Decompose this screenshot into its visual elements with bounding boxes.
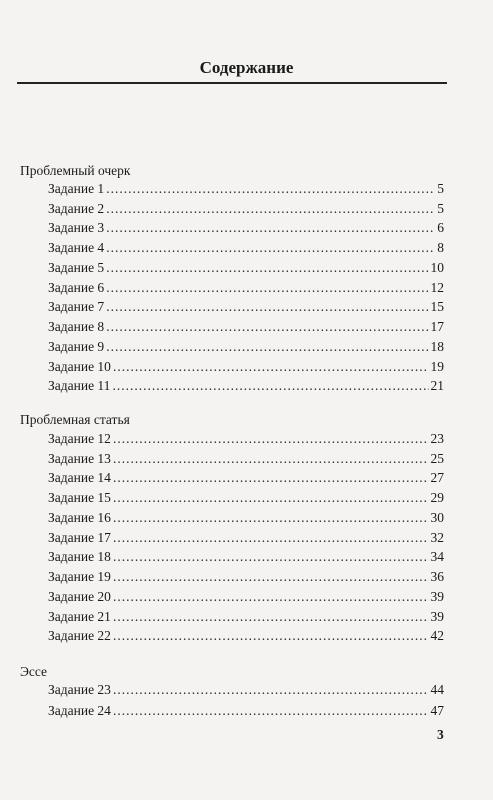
- toc-entry-label: Задание 8: [48, 319, 105, 334]
- toc-entry[interactable]: [48, 450, 444, 468]
- section-heading: Проблемный очерк: [20, 163, 131, 178]
- toc-leader: [106, 259, 428, 277]
- toc-page-number: 12: [430, 280, 444, 295]
- toc-page-number: 25: [430, 451, 444, 466]
- toc-entry-label: Задание 4: [48, 240, 105, 255]
- toc-entry-label: Задание 11: [48, 378, 111, 393]
- toc-entry-label: Задание 12: [48, 431, 111, 446]
- toc-page-number: 19: [430, 359, 444, 374]
- toc-entry-label: Задание 17: [48, 530, 111, 545]
- toc-leader: [106, 200, 435, 218]
- toc-entry-label: Задание 19: [48, 569, 111, 584]
- toc-entry[interactable]: [48, 529, 444, 547]
- toc-entry[interactable]: [48, 627, 444, 645]
- toc-entry-label: Задание 18: [48, 549, 111, 564]
- toc-leader: [106, 219, 435, 237]
- toc-entry[interactable]: [48, 509, 444, 527]
- toc-entry[interactable]: [48, 608, 444, 626]
- toc-leader: [113, 627, 429, 645]
- page-title: Содержание: [199, 58, 294, 77]
- toc-page-number: 5: [437, 201, 444, 216]
- toc-leader: [106, 279, 428, 297]
- toc-entry-label: Задание 7: [48, 299, 105, 314]
- toc-leader: [106, 180, 435, 198]
- toc-page-number: 29: [430, 490, 444, 505]
- toc-leader: [106, 239, 435, 257]
- toc-leader: [113, 548, 429, 566]
- toc-entry-label: Задание 14: [48, 470, 111, 485]
- toc-leader: [113, 702, 429, 720]
- toc-leader: [113, 450, 429, 468]
- toc-page-number: 36: [430, 569, 444, 584]
- toc-page-number: 8: [437, 240, 444, 255]
- toc-entry[interactable]: [48, 430, 444, 448]
- toc-entry[interactable]: [48, 219, 444, 237]
- page-number: 3: [437, 727, 444, 742]
- toc-leader: [113, 509, 429, 527]
- toc-page-number: 42: [430, 628, 444, 643]
- toc-page-number: 47: [430, 703, 444, 718]
- toc-entry-label: Задание 2: [48, 201, 105, 216]
- toc-leader: [106, 318, 428, 336]
- toc-entry[interactable]: [48, 200, 444, 218]
- toc-entry-label: Задание 3: [48, 220, 105, 235]
- toc-leader: [113, 608, 429, 626]
- section-heading: Эссе: [20, 664, 48, 679]
- toc-page-number: 44: [430, 682, 444, 697]
- toc-page-number: 10: [430, 260, 444, 275]
- toc-entry-label: Задание 23: [48, 682, 111, 697]
- toc-page-number: 39: [430, 609, 444, 624]
- toc-page-number: 17: [430, 319, 444, 334]
- toc-leader: [113, 529, 429, 547]
- toc-entry[interactable]: [48, 358, 444, 376]
- toc-leader: [113, 358, 429, 376]
- toc-entry-label: Задание 20: [48, 589, 111, 604]
- toc-leader: [106, 338, 428, 356]
- toc-page-number: 6: [437, 220, 444, 235]
- toc-entry-label: Задание 15: [48, 490, 111, 505]
- toc-entry[interactable]: [48, 318, 444, 336]
- toc-leader: [113, 430, 429, 448]
- toc-entry[interactable]: [48, 377, 444, 395]
- toc-page-number: 27: [430, 470, 444, 485]
- toc-entry[interactable]: [48, 489, 444, 507]
- toc-page-number: 32: [430, 530, 444, 545]
- toc-leader: [113, 568, 429, 586]
- title-rule: [17, 82, 447, 84]
- toc-entry[interactable]: [48, 279, 444, 297]
- toc-leader: [112, 377, 428, 395]
- toc-entry[interactable]: [48, 180, 444, 198]
- toc-entry[interactable]: [48, 338, 444, 356]
- toc-entry[interactable]: [48, 681, 444, 699]
- toc-entry-label: Задание 9: [48, 339, 105, 354]
- toc-entry-label: Задание 6: [48, 280, 105, 295]
- toc-entry-label: Задание 13: [48, 451, 111, 466]
- section-heading: Проблемная статья: [20, 412, 130, 427]
- toc-entry[interactable]: [48, 298, 444, 316]
- toc-entry[interactable]: [48, 239, 444, 257]
- toc-page-number: 5: [437, 181, 444, 196]
- toc-entry[interactable]: [48, 702, 444, 720]
- toc-leader: [113, 681, 429, 699]
- toc-entry[interactable]: [48, 259, 444, 277]
- toc-leader: [106, 298, 428, 316]
- toc-entry-label: Задание 24: [48, 703, 111, 718]
- toc-page-number: 18: [430, 339, 444, 354]
- toc-page-number: 21: [430, 378, 444, 393]
- toc-entry-label: Задание 1: [48, 181, 105, 196]
- toc-page-number: 39: [430, 589, 444, 604]
- toc-entry-label: Задание 22: [48, 628, 111, 643]
- toc-page-number: 34: [430, 549, 444, 564]
- toc-entry-label: Задание 5: [48, 260, 105, 275]
- toc-entry-label: Задание 16: [48, 510, 111, 525]
- toc-entry[interactable]: [48, 568, 444, 586]
- toc-page-number: 23: [430, 431, 444, 446]
- toc-leader: [113, 489, 429, 507]
- toc-leader: [113, 469, 429, 487]
- toc-entry[interactable]: [48, 588, 444, 606]
- toc-entry-label: Задание 10: [48, 359, 111, 374]
- toc-entry[interactable]: [48, 548, 444, 566]
- toc-entry[interactable]: [48, 469, 444, 487]
- toc-page-number: 15: [430, 299, 444, 314]
- toc-entry-label: Задание 21: [48, 609, 111, 624]
- toc-page-number: 30: [430, 510, 444, 525]
- toc-leader: [113, 588, 429, 606]
